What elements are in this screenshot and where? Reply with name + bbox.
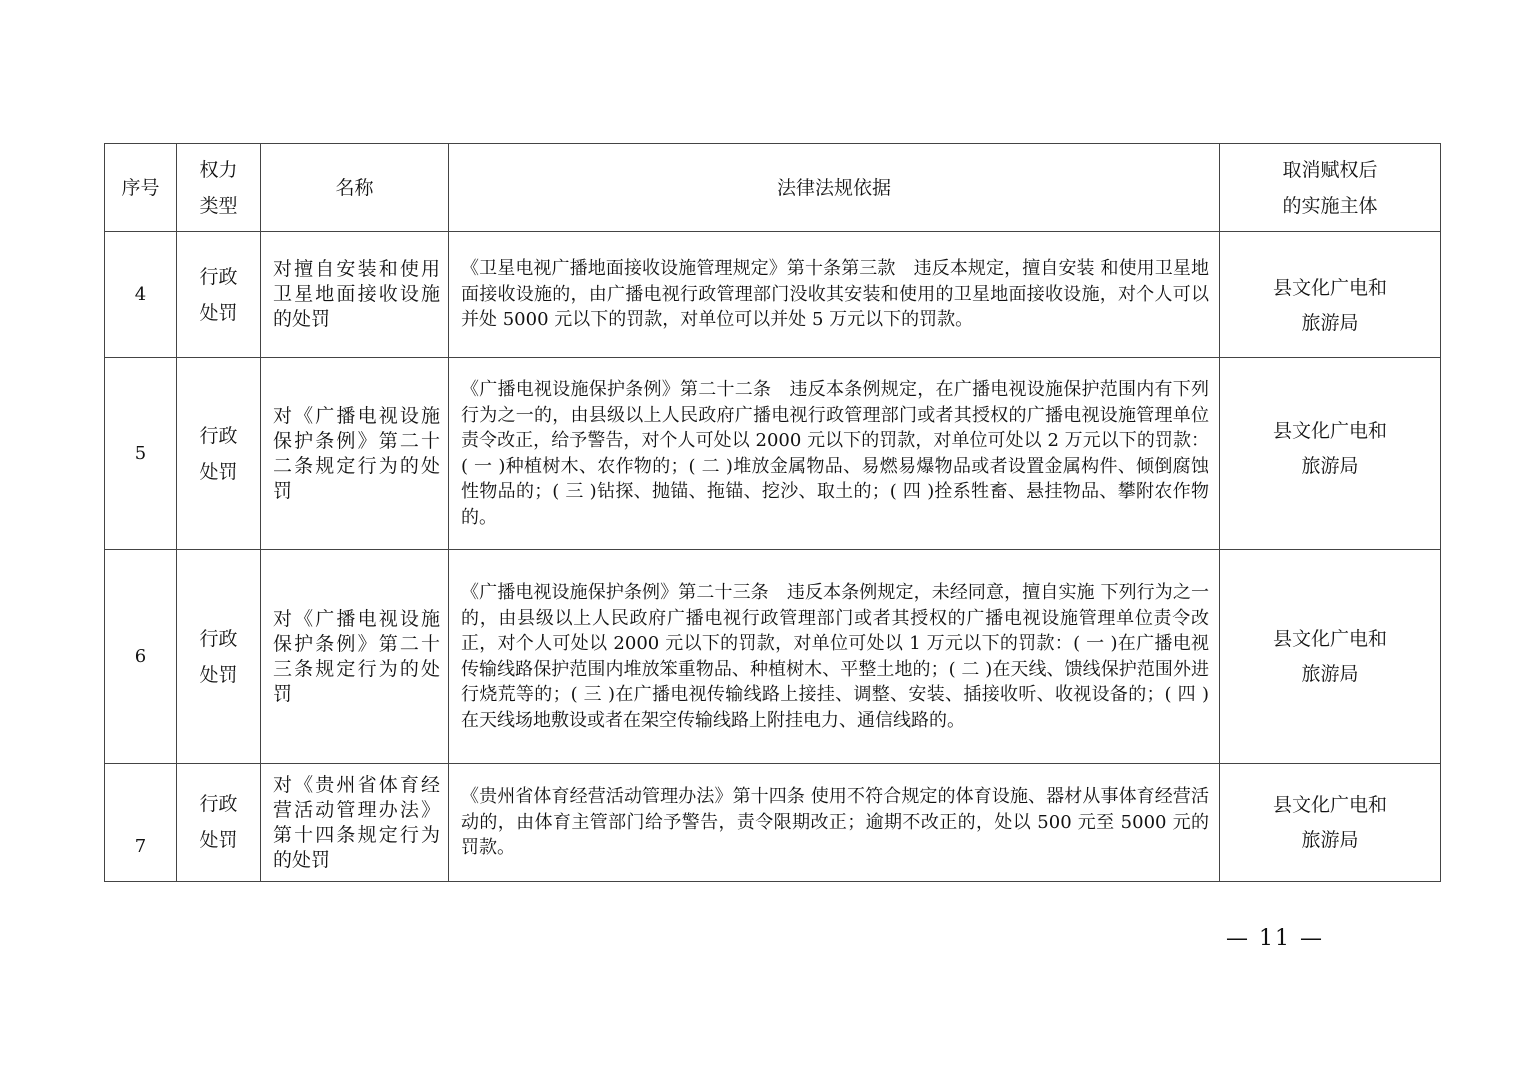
- row-body-line2: 旅游局: [1301, 828, 1359, 851]
- header-body: [1220, 144, 1441, 232]
- row-type-line2: 处罚: [199, 829, 238, 851]
- row-basis: [449, 764, 1220, 882]
- row-name: [261, 232, 449, 358]
- power-list-table: [104, 143, 1441, 882]
- row-body-line1: 县文化广电和: [1272, 793, 1387, 816]
- header-body-line1: 取消赋权后: [1282, 158, 1378, 181]
- row-body-line1: 县文化广电和: [1272, 420, 1387, 442]
- row-type: [177, 232, 261, 358]
- row-type-line1: 行政: [199, 627, 238, 650]
- row-seq: 7: [105, 764, 177, 882]
- row-basis-text: 《广播电视设施保护条例》第二十二条 违反本条例规定，在广播电视设施保护范围内有下列行为之一的，由县级以上人民政府广播电视行政管理部门或者其授权的广播电视设施管理单位责令改正，给予警告，对个人可处以 2000 元以下的罚款，对单位可处以 2 万元以下的罚款：( 一 )种植树木、农作物的；( 二 )堆放金属物品、易燃易爆物品或者设置金属构件、倾倒腐蚀性物品的；( 三 )钻探、抛锚、拖锚、挖沙、取土的；( 四 )拴系牲畜、悬挂物品、攀附农作物的。: [461, 379, 1209, 528]
- row-name-text: 对《广播电视设施保护条例》第二十二条规定行为的处罚: [273, 404, 440, 502]
- row-type-line2: 处罚: [199, 301, 238, 324]
- row-name: [261, 550, 449, 764]
- header-seq: 序号: [105, 144, 177, 232]
- row-type-line1: 行政: [199, 424, 238, 447]
- row-type: [177, 358, 261, 550]
- header-body-line2: 的实施主体: [1282, 194, 1378, 217]
- row-body-line2: 旅游局: [1301, 311, 1359, 334]
- table-row: [105, 232, 1441, 358]
- row-basis: [449, 550, 1220, 764]
- row-basis-text: 《卫星电视广播地面接收设施管理规定》第十条第三款 违反本规定，擅自安装 和使用卫星地面接收设施的，由广播电视行政管理部门没收其安装和使用的卫星地面接收设施，对个人可以并处 5000 元以下的罚款，对单位可以并处 5 万元以下的罚款。: [461, 258, 1209, 331]
- table-row: [105, 550, 1441, 764]
- row-seq: 4: [105, 232, 177, 358]
- row-body: [1220, 232, 1441, 358]
- page-number: — 11 —: [1226, 926, 1324, 951]
- row-basis-text: 《贵州省体育经营活动管理办法》第十四条 使用不符合规定的体育设施、器材从事体育经营活动的，由体育主管部门给予警告，责令限期改正；逾期不改正的，处以 500 元至 5000 元的罚款。: [461, 786, 1209, 859]
- row-name: [261, 764, 449, 882]
- row-type: [177, 550, 261, 764]
- row-basis: [449, 358, 1220, 550]
- table-row: [105, 358, 1441, 550]
- row-type-line2: 处罚: [199, 663, 238, 686]
- table-row: [105, 764, 1441, 882]
- header-type-line1: 权力: [199, 158, 238, 181]
- header-type: [177, 144, 261, 232]
- row-type-line2: 处罚: [199, 460, 238, 483]
- row-body-line1: 县文化广电和: [1272, 276, 1387, 299]
- header-basis: 法律法规依据: [449, 144, 1220, 232]
- row-name-text: 对《贵州省体育经营活动管理办法》 第十四条规定行为的处罚: [273, 773, 440, 871]
- header-type-line2: 类型: [199, 194, 238, 217]
- table-header-row: [105, 144, 1441, 232]
- row-basis: [449, 232, 1220, 358]
- row-type-line1: 行政: [199, 793, 238, 815]
- row-body: [1220, 550, 1441, 764]
- header-name: 名称: [261, 144, 449, 232]
- row-body-line2: 旅游局: [1301, 662, 1359, 685]
- row-seq: 5: [105, 358, 177, 550]
- row-body: [1220, 358, 1441, 550]
- row-type-line1: 行政: [199, 265, 238, 288]
- row-body-line1: 县文化广电和: [1272, 627, 1387, 650]
- row-type: [177, 764, 261, 882]
- row-name-text: 对擅自安装和使用卫星地面接收设施的处罚: [273, 258, 440, 330]
- row-body: [1220, 764, 1441, 882]
- row-seq: 6: [105, 550, 177, 764]
- row-body-line2: 旅游局: [1301, 455, 1359, 477]
- row-name-text: 对《广播电视设施保护条例》第二十三条规定行为的处罚: [273, 607, 440, 705]
- row-name: [261, 358, 449, 550]
- row-basis-text: 《广播电视设施保护条例》第二十三条 违反本条例规定，未经同意，擅自实施 下列行为之一的，由县级以上人民政府广播电视行政管理部门或者其授权的广播电视设施管理单位责令改正，对个人可处以 2000 元以下的罚款，对单位可处以 1 万元以下的罚款：( 一 )在广播电视传输线路保护范围内堆放笨重物品、种植树木、平整土地的；( 二 )在天线、馈线保护范围外进行烧荒等的；( 三 )在广播电视传输线路上接挂、调整、安装、插接收听、收视设备的；( 四 )在天线场地敷设或者在架空传输线路上附挂电力、通信线路的。: [461, 582, 1209, 731]
